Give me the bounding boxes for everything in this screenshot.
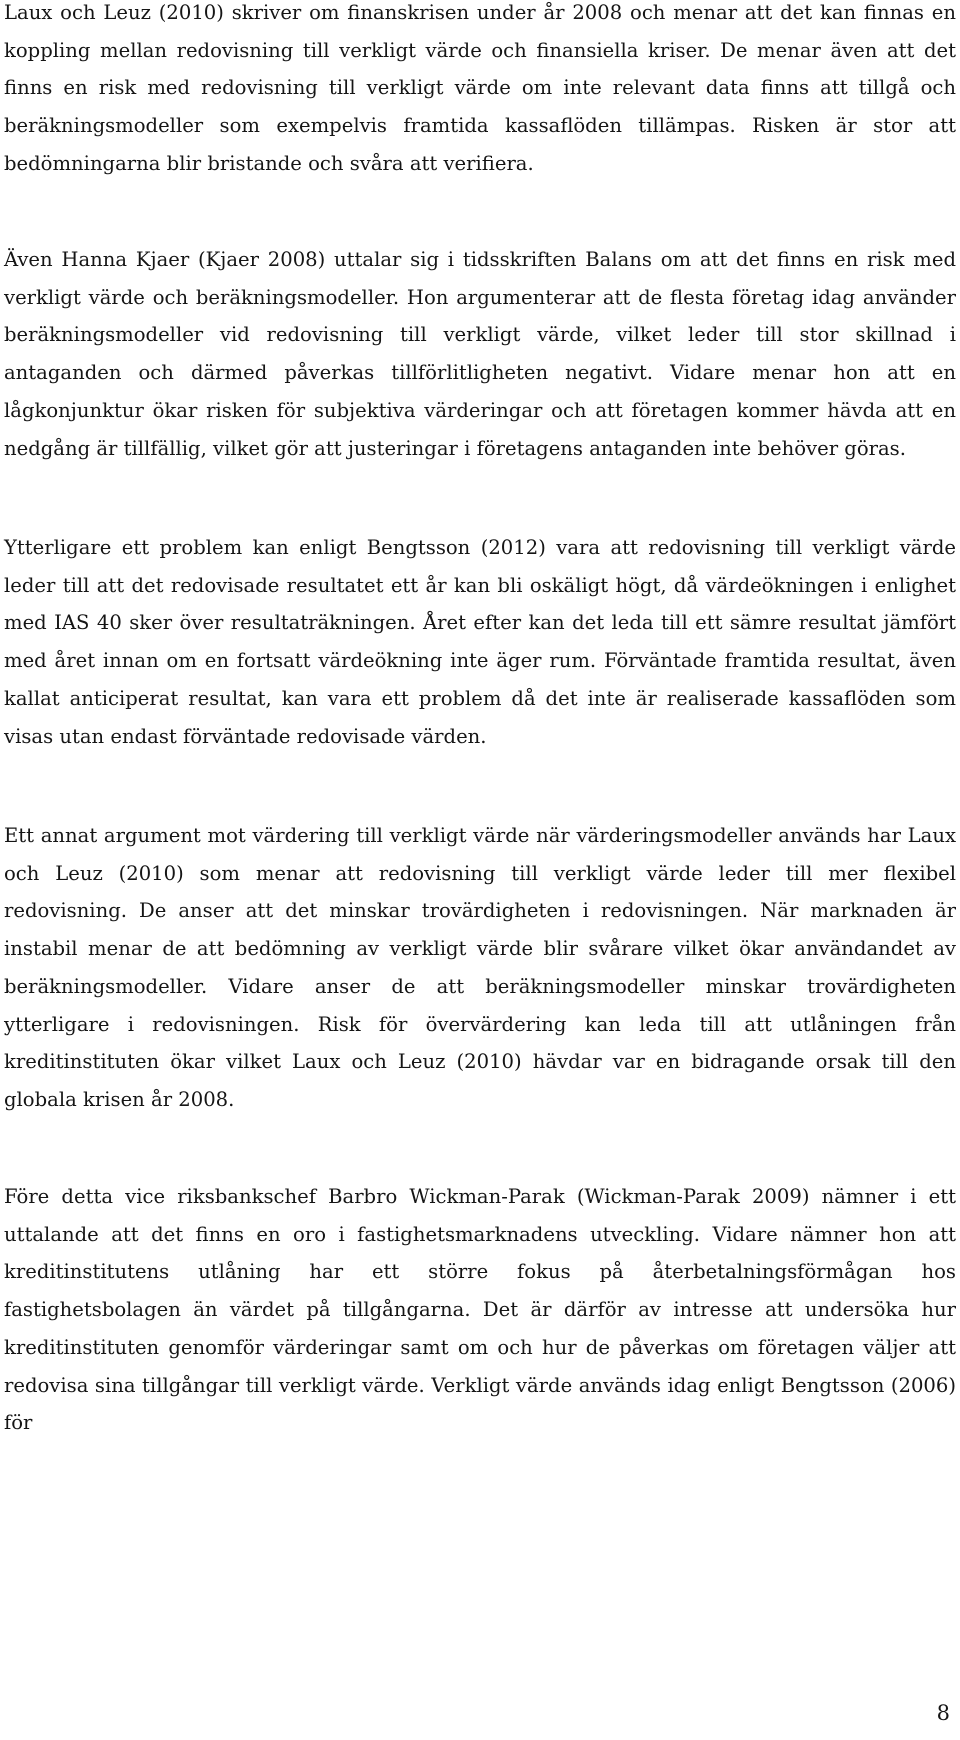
paragraph-5: [4, 1178, 956, 1442]
paragraph-1: [4, 0, 956, 183]
paragraph-2: [4, 241, 956, 467]
paragraph-2-text: Även Hanna Kjaer (Kjaer 2008) uttalar sig i tidsskriften Balans om att det finns en risk med verkligt värde och beräkningsmodeller. Hon argumenterar att de flesta företag idag använder beräkningsmodeller vid redovisning till verkligt värde, vilket leder till stor skillnad i antaganden och därmed påverkas tillförlitligheten negativt. Vidare menar hon att en lågkonjunktur ökar risken för subjektiva värderingar och att företagen kommer hävda att en nedgång är tillfällig, vilket gör att justeringar i företagens antaganden inte behöver göras.: [4, 248, 956, 460]
page-number: 8: [936, 1701, 950, 1725]
paragraph-4-text: Ett annat argument mot värdering till verkligt värde när värderingsmodeller används har Laux och Leuz (2010) som menar att redovisning till verkligt värde leder till mer flexibel redovisning. De anser att det minskar trovärdigheten i redovisningen. När marknaden är instabil menar de att bedömning av verkligt värde blir svårare vilket ökar användandet av beräkningsmodeller. Vidare anser de att beräkningsmodeller minskar trovärdigheten ytterligare i redovisningen. Risk för övervärdering kan leda till att utlåningen från kreditinstituten ökar vilket Laux och Leuz (2010) hävdar var en bidragande orsak till den globala krisen år 2008.: [4, 824, 956, 1111]
paragraph-5-text: Före detta vice riksbankschef Barbro Wickman-Parak (Wickman-Parak 2009) nämner i ett uttalande att det finns en oro i fastighetsmarknadens utveckling. Vidare nämner hon att kreditinstitutens utlåning har ett större fokus på återbetalningsförmågan hos fastighetsbolagen än värdet på tillgångarna. Det är därför av intresse att undersöka hur kreditinstituten genomför värderingar samt om och hur de påverkas om företagen väljer att redovisa sina tillgångar till verkligt värde. Verkligt värde används idag enligt Bengtsson (2006) för: [4, 1185, 956, 1435]
paragraph-3-text: Ytterligare ett problem kan enligt Bengtsson (2012) vara att redovisning till verkligt värde leder till att det redovisade resultatet ett år kan bli oskäligt högt, då värdeökningen i enlighet med IAS 40 sker över resultaträkningen. Året efter kan det leda till ett sämre resultat jämfört med året innan om en fortsatt värdeökning inte äger rum. Förväntade framtida resultat, även kallat anticiperat resultat, kan vara ett problem då det inte är realiserade kassaflöden som visas utan endast förväntade redovisade värden.: [4, 536, 956, 748]
paragraph-1-text: Laux och Leuz (2010) skriver om finanskrisen under år 2008 och menar att det kan finnas en koppling mellan redovisning till verkligt värde och finansiella kriser. De menar även att det finns en risk med redovisning till verkligt värde om inte relevant data finns att tillgå och beräkningsmodeller som exempelvis framtida kassaflöden tillämpas. Risken är stor att bedömningarna blir bristande och svåra att verifiera.: [4, 1, 956, 175]
paragraph-4: [4, 817, 956, 1119]
paragraph-3: [4, 529, 956, 755]
